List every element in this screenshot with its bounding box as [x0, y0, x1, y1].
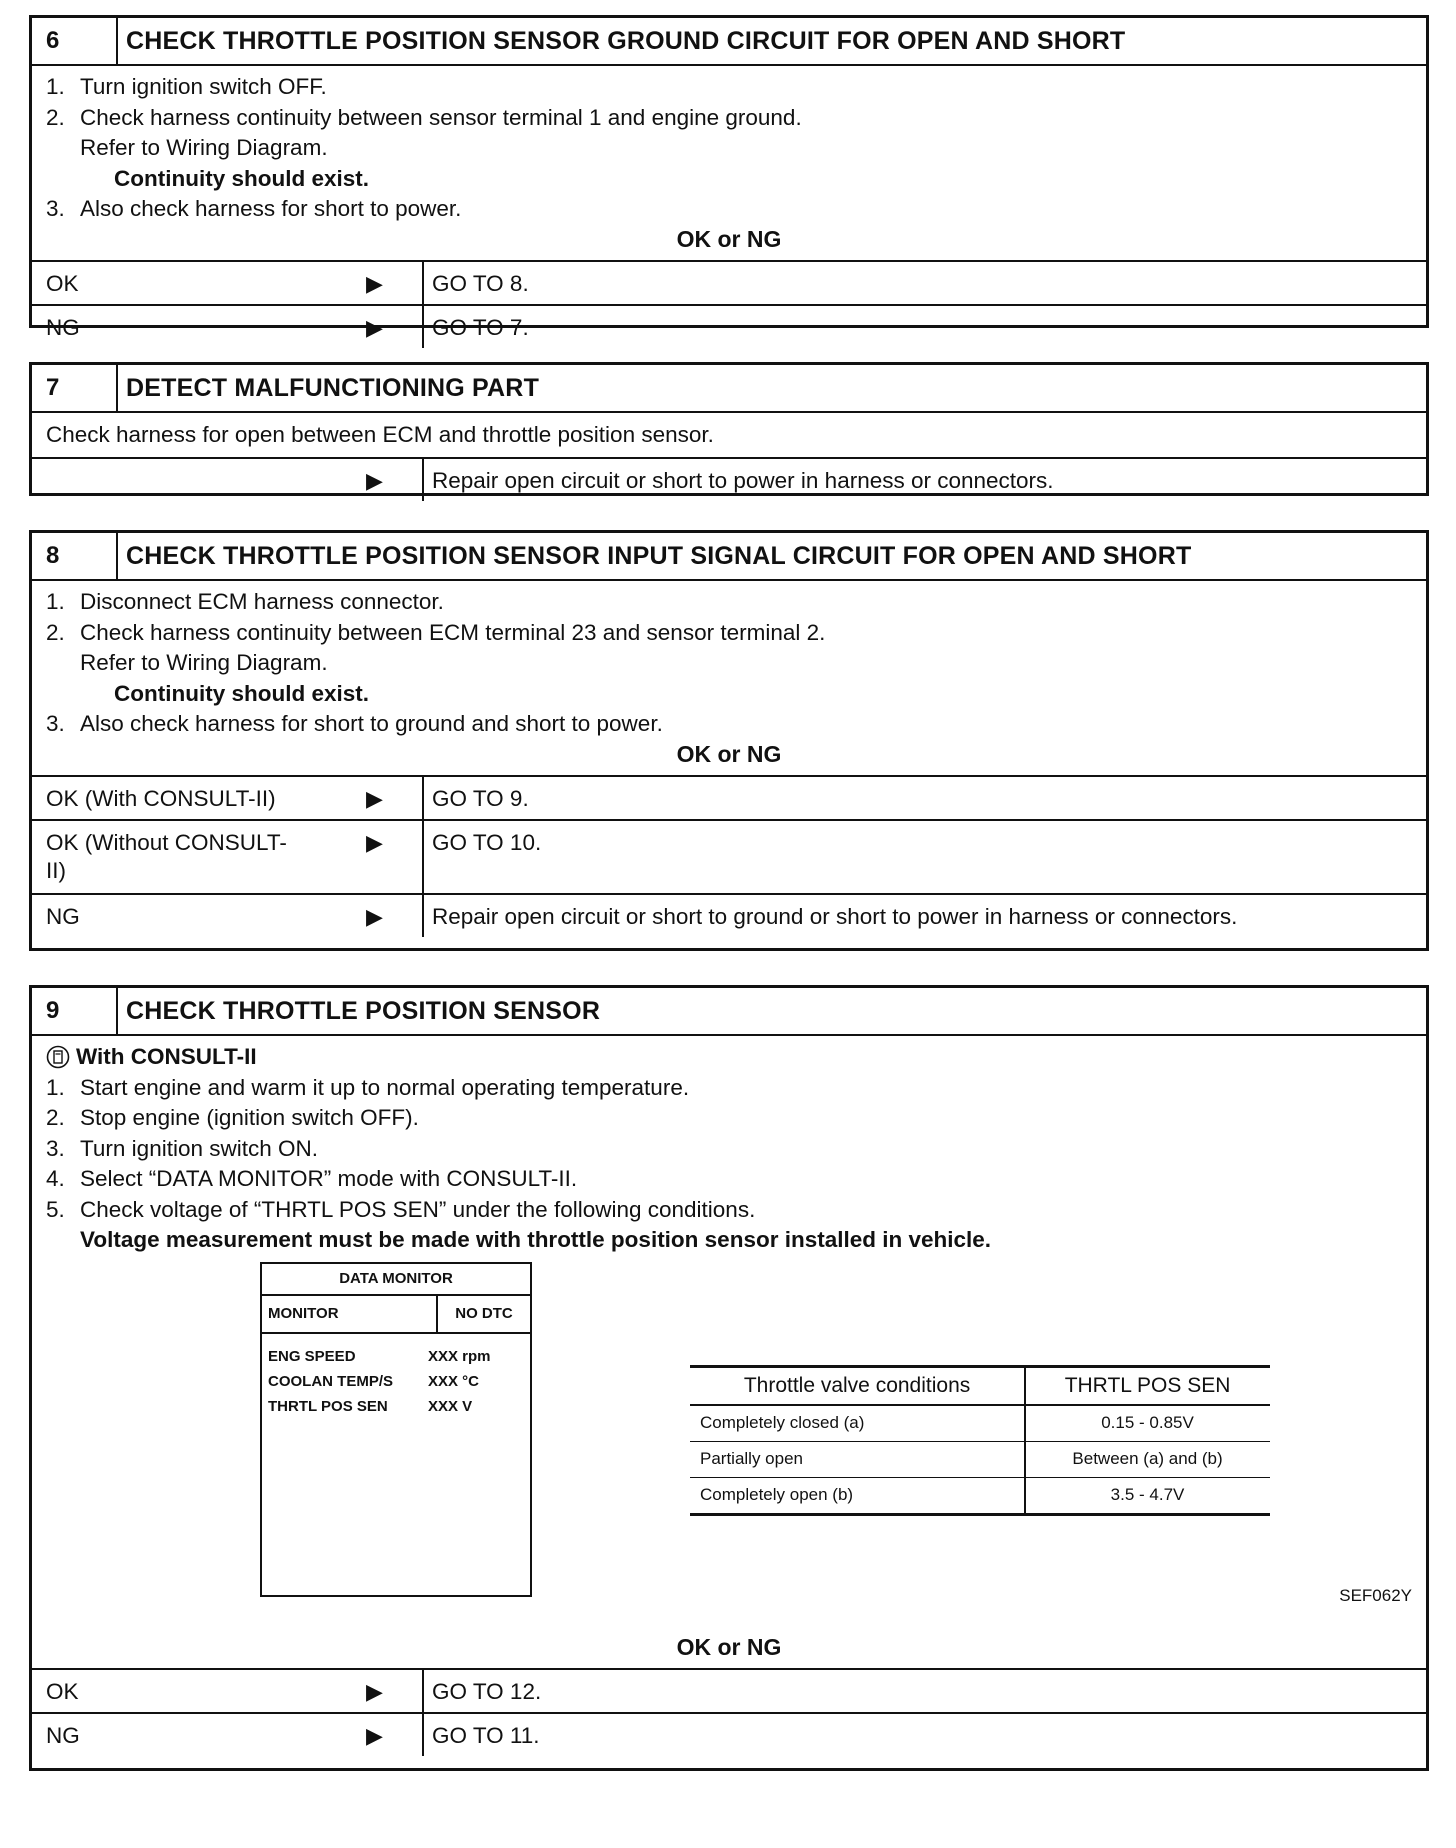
result-action: GO TO 8.: [432, 271, 529, 296]
step-title: CHECK THROTTLE POSITION SENSOR: [126, 996, 601, 1025]
consult-label: With CONSULT-II: [76, 1044, 257, 1069]
instruction-item: 3. Also check harness for short to ground and short to power.: [46, 711, 663, 736]
step-number: 8: [32, 533, 118, 579]
result-row: [32, 459, 1426, 501]
table-cell: Completely open (b): [690, 1477, 1025, 1514]
instruction-item: 1. Disconnect ECM harness connector.: [46, 589, 444, 614]
result-action: GO TO 12.: [432, 1678, 542, 1704]
result-action: Repair open circuit or short to ground or short to power in harness or connectors.: [432, 904, 1238, 929]
step-instructions: [32, 66, 1426, 221]
step-number: 9: [32, 988, 118, 1034]
arrow-right-icon: ▶: [366, 1678, 383, 1704]
ok-or-ng-heading: OK or NG: [32, 218, 1426, 262]
table-cell: Partially open: [690, 1441, 1025, 1477]
ok-or-ng-heading: OK or NG: [32, 1626, 1426, 1670]
result-row-ng: [32, 895, 1426, 937]
result-label: NG: [46, 904, 80, 929]
arrow-right-icon: ▶: [366, 830, 383, 855]
step-header: [32, 365, 1426, 413]
result-row-ok: [32, 1670, 1426, 1714]
result-label: OK: [46, 271, 79, 296]
arrow-right-icon: ▶: [366, 904, 383, 929]
instruction-item: 2. Check harness continuity between sensor terminal 1 and engine ground.: [46, 104, 802, 130]
data-monitor-screen: [260, 1262, 532, 1597]
monitor-items: [262, 1334, 530, 1419]
instruction-warning: Voltage measurement must be made with throttle position sensor installed in vehicle.: [80, 1227, 992, 1252]
monitor-item: ENG SPEED XXX rpm: [268, 1347, 491, 1365]
result-label: OK (Without CONSULT-II): [46, 830, 287, 883]
table-header-row: [690, 1366, 1270, 1405]
table-header: Throttle valve conditions: [690, 1366, 1025, 1405]
result-label: OK: [46, 1678, 79, 1704]
instruction-note: Refer to Wiring Diagram.: [80, 135, 328, 160]
result-label: NG: [46, 315, 80, 340]
arrow-right-icon: ▶: [366, 1722, 383, 1748]
data-monitor-header: [262, 1296, 530, 1334]
arrow-right-icon: ▶: [366, 786, 383, 811]
arrow-right-icon: ▶: [366, 468, 383, 493]
result-label: OK (With CONSULT-II): [46, 786, 276, 811]
instruction-spec: Continuity should exist.: [114, 165, 370, 191]
step-header: [32, 18, 1426, 66]
step-block-8: [29, 530, 1429, 951]
step-block-6: [29, 15, 1429, 340]
instruction-spec: Continuity should exist.: [114, 680, 370, 706]
arrow-right-icon: ▶: [366, 271, 383, 296]
table-row: [690, 1441, 1270, 1477]
step-title: CHECK THROTTLE POSITION SENSOR GROUND CIRCUIT FOR OPEN AND SHORT: [126, 26, 1126, 55]
procedure-page: [29, 15, 1429, 1805]
step-title: CHECK THROTTLE POSITION SENSOR INPUT SIGNAL CIRCUIT FOR OPEN AND SHORT: [126, 541, 1192, 570]
consult-heading: [46, 1042, 1426, 1073]
arrow-right-icon: ▶: [366, 315, 383, 340]
monitor-item: COOLAN TEMP/S XXX °C: [268, 1372, 480, 1390]
result-row-ok-with-consult: [32, 777, 1426, 821]
instruction-item: 2. Check harness continuity between ECM terminal 23 and sensor terminal 2.: [46, 619, 826, 645]
result-row-ng: [32, 306, 1426, 348]
monitor-column-label: MONITOR: [262, 1296, 438, 1332]
figure-code: SEF062Y: [1339, 1585, 1412, 1605]
step-header: [32, 988, 1426, 1036]
instruction-item: 1. Turn ignition switch OFF.: [46, 74, 327, 99]
table-row: [690, 1405, 1270, 1442]
instruction-note: Refer to Wiring Diagram.: [80, 650, 328, 675]
result-action: GO TO 11.: [432, 1722, 540, 1748]
instruction-item: 1. Start engine and warm it up to normal operating temperature.: [46, 1074, 690, 1100]
step-title: DETECT MALFUNCTIONING PART: [126, 373, 540, 402]
table-cell: 3.5 - 4.7V: [1025, 1477, 1270, 1514]
result-action: GO TO 7.: [432, 315, 529, 340]
result-label: NG: [46, 1722, 80, 1748]
table-cell: 0.15 - 0.85V: [1025, 1405, 1270, 1442]
dtc-column-label: NO DTC: [455, 1304, 513, 1322]
step-block-7: [29, 362, 1429, 496]
result-row-ok: [32, 262, 1426, 306]
monitor-item: THRTL POS SEN XXX V: [268, 1397, 473, 1415]
step-instructions: [32, 1036, 1426, 1256]
step-number: 7: [32, 365, 118, 411]
instruction-item: 4. Select “DATA MONITOR” mode with CONSULT-II.: [46, 1166, 578, 1191]
instruction-item: 2. Stop engine (ignition switch OFF).: [46, 1105, 419, 1130]
figure: [32, 1256, 1426, 1626]
step-block-9: [29, 985, 1429, 1771]
result-row-ok-without-consult: [32, 821, 1426, 895]
table-cell: Between (a) and (b): [1025, 1441, 1270, 1477]
step-number: 6: [32, 18, 118, 64]
table-cell: Completely closed (a): [690, 1405, 1025, 1442]
step-header: [32, 533, 1426, 581]
step-instructions: [32, 581, 1426, 736]
result-row-ng: [32, 1714, 1426, 1756]
instruction-item: 5. Check voltage of “THRTL POS SEN” under the following conditions.: [46, 1196, 756, 1222]
ok-or-ng-heading: OK or NG: [32, 733, 1426, 777]
instruction-item: 3. Also check harness for short to power.: [46, 196, 462, 221]
result-action: GO TO 9.: [432, 786, 529, 811]
result-action: Repair open circuit or short to power in harness or connectors.: [432, 468, 1054, 493]
instruction-item: 3. Turn ignition switch ON.: [46, 1135, 318, 1161]
data-monitor-title: DATA MONITOR: [262, 1264, 530, 1296]
consult-tool-icon: [46, 1045, 70, 1069]
step-instructions: Check harness for open between ECM and throttle position sensor.: [32, 413, 1426, 459]
table-row: [690, 1477, 1270, 1514]
result-action: GO TO 10.: [432, 830, 542, 855]
throttle-spec-table: [690, 1365, 1270, 1516]
table-header: THRTL POS SEN: [1025, 1366, 1270, 1405]
